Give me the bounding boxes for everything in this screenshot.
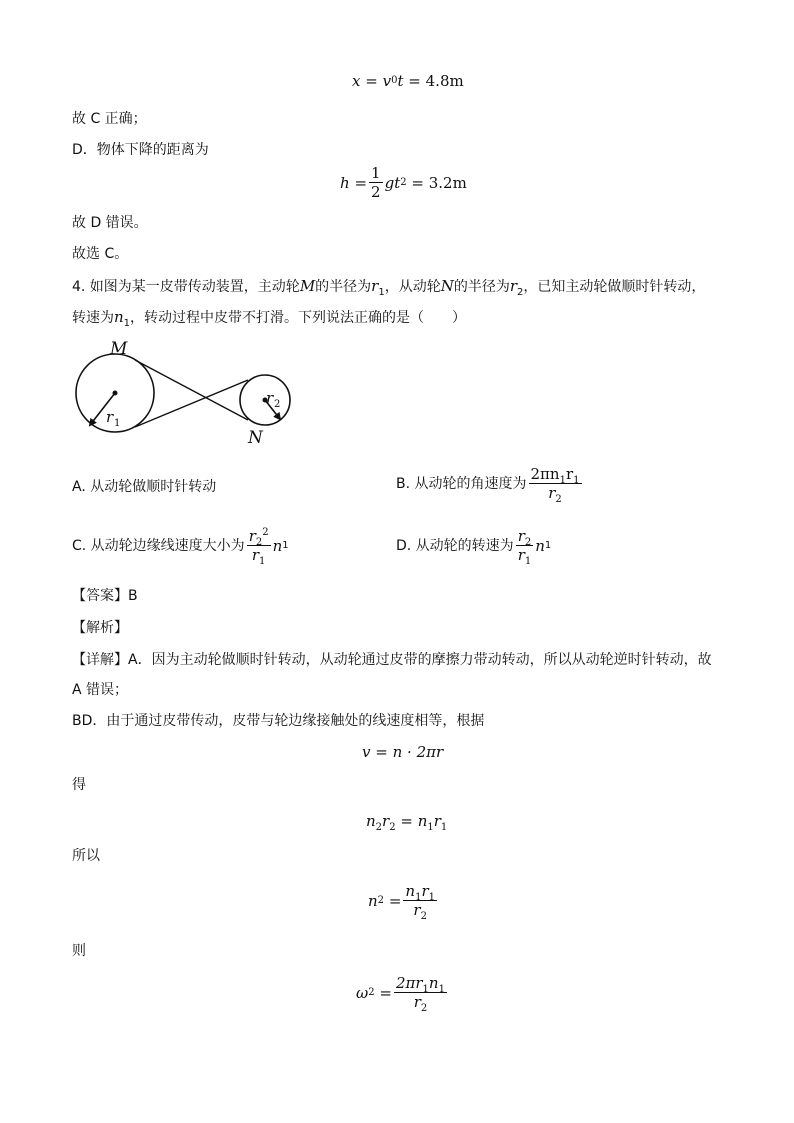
q-var: r bbox=[371, 277, 379, 295]
equation-n2r2 bbox=[366, 812, 448, 833]
option-b[interactable] bbox=[396, 465, 584, 505]
belt-segment bbox=[135, 360, 248, 420]
frac-den: 2 bbox=[371, 183, 381, 201]
q-text: ，已知主动轮做顺时针转动， bbox=[523, 279, 706, 295]
label-m: M bbox=[110, 339, 128, 359]
eq-text: = bbox=[379, 983, 392, 1002]
label-r1-sub: 1 bbox=[114, 418, 121, 429]
frac-text: 2πn bbox=[530, 465, 560, 483]
choice-conclusion: 故选 C。 bbox=[72, 246, 129, 262]
q-text: 转速为 bbox=[72, 310, 114, 326]
option-var: n bbox=[272, 536, 283, 555]
option-text: C. 从动轮边缘线速度大小为 bbox=[72, 537, 245, 554]
q-sub: 1 bbox=[378, 286, 385, 298]
q-var: r bbox=[509, 277, 518, 295]
frac-sub: 1 bbox=[573, 475, 580, 486]
frac-text: n bbox=[428, 974, 439, 992]
q-text: 的半径为 bbox=[453, 279, 510, 295]
frac-sub: 1 bbox=[415, 892, 422, 903]
q-sub: 2 bbox=[517, 286, 524, 298]
eq-text: x bbox=[352, 72, 361, 90]
option-a[interactable]: A. 从动轮做顺时针转动 bbox=[72, 479, 217, 495]
eq3-fraction bbox=[403, 882, 437, 922]
eq-text: v bbox=[382, 72, 392, 90]
eq-text: = bbox=[408, 72, 421, 90]
frac-sub: 1 bbox=[259, 556, 266, 567]
frac-sub: 1 bbox=[438, 984, 445, 995]
option-d-fraction bbox=[516, 527, 534, 567]
frac-text: r bbox=[413, 901, 421, 919]
eq-text: = bbox=[388, 891, 402, 910]
eq-text: n bbox=[368, 891, 378, 910]
eq-sub: 1 bbox=[440, 822, 448, 833]
label-n: N bbox=[248, 428, 263, 448]
question-4-line2 bbox=[72, 307, 466, 328]
frac-sub: 1 bbox=[422, 984, 429, 995]
option-text: D. 从动轮的转速为 bbox=[396, 537, 514, 554]
c-conclusion: 故 C 正确； bbox=[72, 111, 147, 127]
eq-sub: 2 bbox=[389, 822, 396, 833]
d-statement: D．物体下降的距离为 bbox=[72, 142, 209, 158]
equation-h: h = $\frac{1}{2}$ g t 2 = 3.2m bbox=[340, 164, 467, 201]
detail-line1: 【详解】A．因为主动轮做顺时针转动，从动轮通过皮带的摩擦力带动转动，所以从动轮逆时针转动，故 bbox=[72, 652, 712, 668]
option-b-fraction bbox=[529, 465, 582, 505]
frac-num: 1 bbox=[371, 164, 381, 182]
eq-text: t bbox=[397, 72, 404, 90]
eq-text: 3.2m bbox=[428, 173, 467, 192]
belt-drive-figure bbox=[60, 335, 310, 450]
frac-sub: 2 bbox=[420, 911, 427, 922]
option-text: B. 从动轮的角速度为 bbox=[396, 475, 527, 492]
eq-text: r bbox=[382, 812, 390, 830]
frac-sub: 2 bbox=[555, 494, 562, 505]
eq-text: h bbox=[340, 173, 350, 192]
eq-text: = n · 2πr bbox=[375, 743, 444, 761]
frac-sub: 1 bbox=[428, 892, 435, 903]
frac-text: n bbox=[405, 882, 416, 900]
frac-text: r bbox=[517, 546, 525, 564]
eq-text: g bbox=[384, 173, 395, 192]
frac-sub: 2 bbox=[255, 537, 263, 548]
detail-line2: A 错误； bbox=[72, 682, 129, 698]
fraction-half bbox=[369, 165, 383, 200]
label-r2-sub: 2 bbox=[274, 399, 281, 410]
label-r2: r bbox=[266, 389, 274, 407]
q-text: 的半径为 bbox=[315, 279, 372, 295]
frac-sub: 2 bbox=[524, 537, 532, 548]
q-text: 4. 如图为某一皮带传动装置，主动轮 bbox=[72, 279, 300, 295]
q-sub: 1 bbox=[123, 317, 131, 329]
q-var: N bbox=[440, 277, 454, 295]
question-4-line1 bbox=[72, 276, 705, 297]
eq-sub: 1 bbox=[427, 822, 434, 833]
equation-omega2: ω 2 = $\frac{2\pi r_1n_1}{r_2}$ bbox=[356, 974, 445, 1014]
eq-text: ω bbox=[356, 983, 369, 1002]
eq4-fraction bbox=[394, 974, 447, 1014]
frac-text: r bbox=[517, 527, 525, 545]
option-c-fraction bbox=[247, 527, 271, 567]
equation-v bbox=[362, 743, 443, 761]
frac-text: 2πr bbox=[395, 974, 423, 992]
eq-text: n bbox=[366, 812, 376, 830]
de-word: 得 bbox=[72, 777, 86, 793]
frac-text: r bbox=[413, 993, 421, 1011]
eq-sub: 2 bbox=[375, 822, 383, 833]
frac-sub: 1 bbox=[524, 556, 532, 567]
frac-text: r bbox=[565, 465, 574, 483]
eq-text: = bbox=[354, 173, 368, 192]
q-var: n bbox=[114, 308, 124, 326]
option-var: n bbox=[535, 536, 545, 555]
frac-text: r bbox=[548, 484, 556, 502]
analysis-label: 【解析】 bbox=[72, 620, 128, 636]
equation-n2: n 2 = $\frac{n_1r_1}{r_2}$ bbox=[368, 882, 435, 922]
equation-x: x = v 0 t = 4.8m bbox=[352, 72, 464, 90]
bd-statement: BD．由于通过皮带传动，皮带与轮边缘接触处的线速度相等，根据 bbox=[72, 713, 485, 729]
option-c[interactable]: C. 从动轮边缘线速度大小为 $\frac{r_2^2}{r_1}$ n 1 bbox=[72, 527, 289, 567]
frac-text: r bbox=[251, 546, 260, 564]
suoyi-word: 所以 bbox=[72, 848, 100, 864]
q-text: ，转动过程中皮带不打滑。下列说法正确的是（ ） bbox=[130, 310, 467, 326]
eq-text: t bbox=[394, 173, 401, 192]
eq-text: = bbox=[365, 72, 378, 90]
frac-text: r bbox=[248, 527, 256, 545]
ze-word: 则 bbox=[72, 943, 86, 959]
option-d[interactable]: D. 从动轮的转速为 $\frac{r_2}{r_1}$ n 1 bbox=[396, 527, 552, 567]
q-var: M bbox=[299, 277, 316, 295]
frac-text: r bbox=[421, 882, 429, 900]
eq-text: 4.8m bbox=[425, 72, 464, 90]
d-conclusion: 故 D 错误。 bbox=[72, 215, 148, 231]
label-r1: r bbox=[106, 408, 114, 426]
frac-sub: 2 bbox=[420, 1003, 428, 1014]
eq-text: r bbox=[433, 812, 441, 830]
answer-label: 【答案】B bbox=[72, 588, 138, 604]
eq-text: = n bbox=[400, 812, 428, 830]
frac-sup: 2 bbox=[262, 527, 269, 538]
eq-text: v bbox=[362, 743, 371, 761]
eq-text: = bbox=[411, 173, 424, 192]
frac-sub: 1 bbox=[559, 475, 566, 486]
q-text: ，从动轮 bbox=[384, 279, 441, 295]
